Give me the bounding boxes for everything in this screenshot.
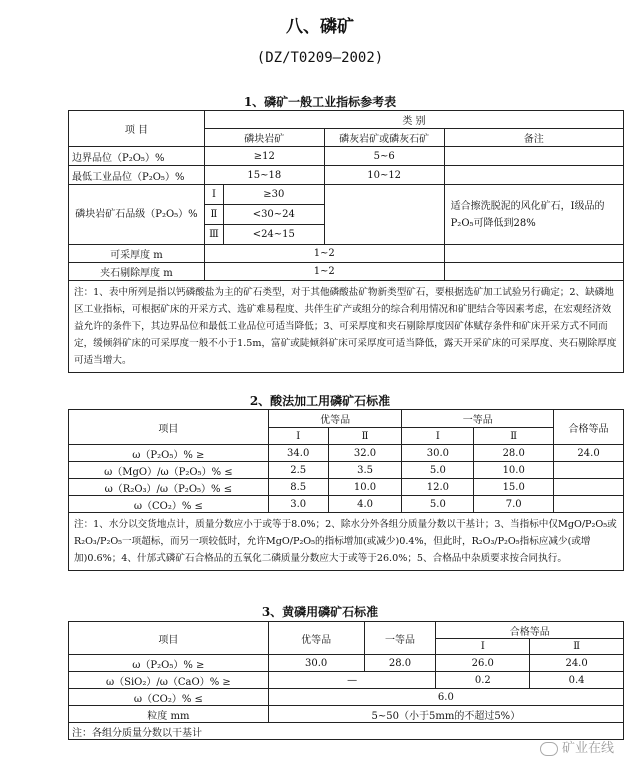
t3-cell: 5~50（小于5mm的不超过5%） — [268, 706, 623, 723]
t3-row-label: 粒度 mm — [69, 706, 269, 723]
t2-cell: 34.0 — [268, 445, 328, 462]
t3-subheader: Ⅱ — [530, 639, 624, 655]
t3-row-label: ω（CO₂）% ≤ — [69, 689, 269, 706]
t3-cell: 28.0 — [364, 655, 436, 672]
table2 — [68, 409, 624, 571]
t2-cell: 30.0 — [402, 445, 474, 462]
table3 — [68, 621, 624, 740]
t1-grade: Ⅱ — [204, 205, 223, 225]
standard-code: (DZ/T0209—2002) — [256, 50, 384, 66]
t1-grade: Ⅰ — [204, 185, 223, 205]
t2-cell: 10.0 — [328, 479, 402, 496]
t2-cell — [554, 462, 624, 479]
t2-cell: 3.0 — [268, 496, 328, 513]
t2-cell: 12.0 — [402, 479, 474, 496]
t3-header-first: 一等品 — [364, 622, 436, 655]
t2-header-item: 项目 — [69, 410, 269, 445]
t2-cell: 15.0 — [474, 479, 554, 496]
t1-grade-value: <30~24 — [223, 205, 324, 225]
t3-cell: 24.0 — [530, 655, 624, 672]
t1-note: 注：1、表中所列是指以钙磷酸盐为主的矿石类型，对于其他磷酸盐矿物新类型矿石，要根据选矿加工试验另行确定；2、缺磷地区工业指标，可根据矿床的开采方式、选矿难易程度、共伴生矿产或组分的综合利用情况和矿肥结合等因素考虑，在宏观经济效益允许的条件下，其边界品位和最低工业品位可适当降低；3、可采厚度和夹石剔除厚度因矿体赋存条件和矿床开采方式不同而定，缓倾斜矿床的可采厚度一般不小于1.5m，富矿或陡倾斜矿床可采厚度可适当降低，露天开采矿床的可采厚度、夹石剔除厚度可适当增大。 — [69, 281, 624, 373]
t3-subheader: Ⅰ — [436, 639, 530, 655]
t1-header-col3: 备注 — [444, 129, 623, 147]
t1-row-label: 夹石剔除厚度 m — [69, 263, 205, 281]
t2-cell: 4.0 — [328, 496, 402, 513]
t1-grade-value: ≥30 — [223, 185, 324, 205]
t3-row-label: ω（P₂O₅）% ≥ — [69, 655, 269, 672]
t2-cell: 3.5 — [328, 462, 402, 479]
t2-cell: 5.0 — [402, 462, 474, 479]
t3-cell: 0.2 — [436, 672, 530, 689]
t2-cell — [554, 496, 624, 513]
watermark — [540, 737, 614, 756]
t2-subheader: Ⅰ — [268, 428, 328, 445]
t1-grade-label: 磷块岩矿石品级（P₂O₅）% — [69, 185, 205, 245]
t1-header-category: 类 别 — [204, 111, 623, 129]
t3-cell: 0.4 — [530, 672, 624, 689]
t3-note: 注：各组分质量分数以干基计 — [69, 723, 624, 740]
t1-header-col2: 磷灰岩矿或磷灰石矿 — [324, 129, 444, 147]
t1-header-col1: 磷块岩矿 — [204, 129, 324, 147]
t3-cell: 26.0 — [436, 655, 530, 672]
t1-grade: Ⅲ — [204, 225, 223, 245]
t2-header-first: 一等品 — [402, 410, 554, 428]
t2-cell: 10.0 — [474, 462, 554, 479]
t2-subheader: Ⅰ — [402, 428, 474, 445]
t2-cell: 8.5 — [268, 479, 328, 496]
watermark-text: 矿业在线 — [561, 741, 614, 756]
t1-cell — [444, 147, 623, 166]
t2-header-excellent: 优等品 — [268, 410, 402, 428]
t1-row-label: 边界品位（P₂O₅）% — [69, 147, 205, 166]
section-title: 八、磷矿 — [286, 17, 354, 37]
t3-row-label: ω（SiO₂）/ω（CaO）% ≥ — [69, 672, 269, 689]
t1-row-label: 最低工业品位（P₂O₅）% — [69, 166, 205, 185]
t3-cell: 6.0 — [268, 689, 623, 706]
t3-header-qualified: 合格等品 — [436, 622, 624, 639]
t1-cell: 5~6 — [324, 147, 444, 166]
t2-cell: 5.0 — [402, 496, 474, 513]
table1 — [68, 110, 624, 373]
t2-header-qualified: 合格等品 — [554, 410, 624, 445]
t1-cell — [324, 185, 444, 245]
t2-cell: 32.0 — [328, 445, 402, 462]
t3-header-item: 项目 — [69, 622, 269, 655]
t2-cell: 24.0 — [554, 445, 624, 462]
t1-grade-value: <24~15 — [223, 225, 324, 245]
table2-caption: 2、酸法加工用磷矿石标准 — [249, 394, 391, 408]
t2-row-label: ω（MgO）/ω（P₂O₅）% ≤ — [69, 462, 269, 479]
t1-cell: 1~2 — [204, 263, 444, 281]
t2-subheader: Ⅱ — [328, 428, 402, 445]
t1-cell: 1~2 — [204, 245, 444, 263]
t1-cell: 10~12 — [324, 166, 444, 185]
t2-note: 注：1、水分以交货地点计，质量分数应小于或等于8.0%；2、除水分外各组分质量分数以干基计；3、当指标中仅MgO/P₂O₅或R₂O₃/P₂O₅一项超标，而另一项较低时，允许MgO/P₂O₅的指标增加(或减少)0.4%，但此时，R₂O₃/P₂O₅指标应减少(或增加)0.6%；4、什邡式磷矿石合格品的五氧化二磷质量分数应大于或等于26.0%；5、合格品中杂质要求按合同执行。 — [69, 513, 624, 571]
t2-row-label: ω（P₂O₅）% ≥ — [69, 445, 269, 462]
t2-cell: 2.5 — [268, 462, 328, 479]
t2-cell: 28.0 — [474, 445, 554, 462]
t1-cell: 15~18 — [204, 166, 324, 185]
t1-header-item: 项 目 — [69, 111, 205, 147]
table1-caption: 1、磷矿一般工业指标参考表 — [243, 95, 397, 109]
wechat-icon — [540, 742, 558, 756]
t1-row-label: 可采厚度 m — [69, 245, 205, 263]
t3-cell: 30.0 — [268, 655, 364, 672]
t2-row-label: ω（R₂O₃）/ω（P₂O₅）% ≤ — [69, 479, 269, 496]
t1-cell — [444, 263, 623, 281]
t1-grade-note: 适合擦洗脱泥的风化矿石，Ⅰ级品的P₂O₅可降低到28% — [444, 185, 623, 245]
t2-cell: 7.0 — [474, 496, 554, 513]
t1-cell: ≥12 — [204, 147, 324, 166]
t2-row-label: ω（CO₂）% ≤ — [69, 496, 269, 513]
table3-caption: 3、黄磷用磷矿石标准 — [261, 605, 379, 619]
t2-subheader: Ⅱ — [474, 428, 554, 445]
t1-cell — [444, 166, 623, 185]
t1-cell — [444, 245, 623, 263]
t2-cell — [554, 479, 624, 496]
t3-header-excellent: 优等品 — [268, 622, 364, 655]
t3-cell: — — [268, 672, 436, 689]
